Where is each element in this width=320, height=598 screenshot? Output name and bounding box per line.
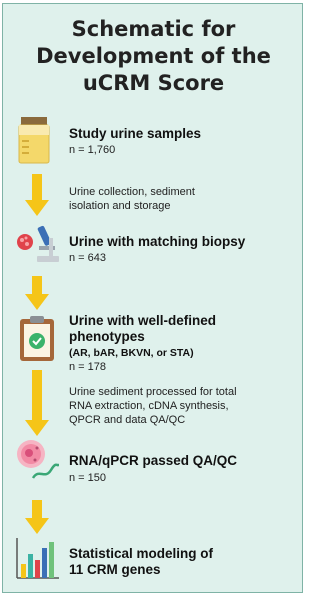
step-2-title: Urine with matching biopsy [69, 234, 246, 249]
step-3-subtitle: (AR, bAR, BKVN, or STA) [69, 347, 194, 359]
title-line-1: Schematic for [71, 17, 236, 41]
schematic-panel [2, 3, 303, 593]
down-arrow-icon [25, 174, 49, 218]
step-3-title-line-2: phenotypes [69, 329, 145, 344]
step-4-title: RNA/qPCR passed QA/QC [69, 453, 238, 468]
page-title [3, 16, 304, 97]
transition-2-line-3: QPCR and data QA/QC [69, 414, 186, 426]
clipboard-check-icon [19, 316, 55, 362]
bar-chart-icon [15, 536, 59, 580]
step-2-count: n = 643 [69, 252, 107, 264]
transition-1-line-1: Urine collection, sediment [69, 186, 195, 198]
down-arrow-icon [25, 370, 49, 438]
down-arrow-icon [25, 500, 49, 536]
transition-1-line-2: isolation and storage [69, 200, 171, 212]
step-4-count: n = 150 [69, 472, 107, 484]
transition-2-text [69, 385, 237, 427]
transition-1-text [69, 185, 195, 213]
down-arrow-icon [25, 276, 49, 312]
step-5-title-line-1: Statistical modeling of [69, 546, 214, 561]
step-5-title-line-2: 11 CRM genes [69, 562, 161, 577]
step-3-count: n = 178 [69, 361, 107, 373]
title-line-3: uCRM Score [82, 71, 225, 95]
transition-2-line-2: RNA extraction, cDNA synthesis, [69, 400, 229, 412]
microscope-icon [15, 224, 61, 264]
cell-rna-icon [15, 438, 59, 480]
step-3-title-line-1: Urine with well-defined [69, 313, 217, 328]
step-1-count: n = 1,760 [69, 144, 116, 156]
urine-cup-icon [17, 117, 51, 165]
step-1-title: Study urine samples [69, 126, 202, 141]
transition-2-line-1: Urine sediment processed for total [69, 386, 237, 398]
title-line-2: Development of the [36, 44, 271, 68]
